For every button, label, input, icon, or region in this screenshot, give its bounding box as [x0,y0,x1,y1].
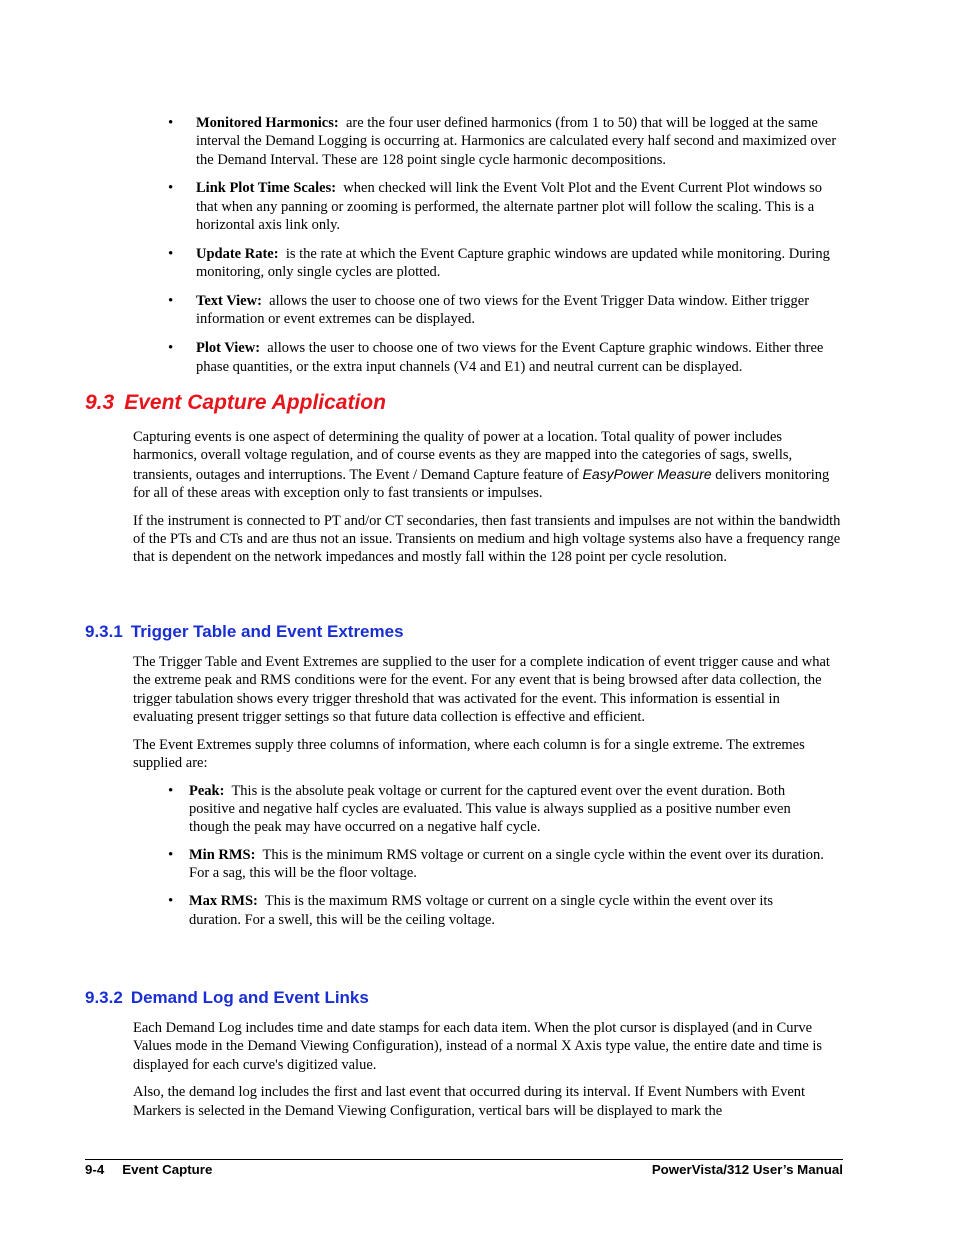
paragraph: If the instrument is connected to PT and/or CT secondaries, then fast transients and impulses are not within the bandwidth of the PTs and CTs and are thus not an issue. Transients on medium and high voltage systems also have a frequency range that is dependent on the network impedances and mostly fall within the 128 point per cycle resolution. [133,512,841,566]
section-title: Event Capture Application [124,391,386,414]
bullet-text: This is the minimum RMS voltage or current on a single cycle within the event over its duration. For a sag, this will be the floor voltage. [189,847,824,882]
paragraph [133,428,843,502]
chapter-name: Event Capture [122,1162,213,1177]
list-item [168,292,840,329]
bullet-text: This is the maximum RMS voltage or current on a single cycle within the event over its duration. For a swell, this will be the ceiling voltage. [189,893,774,928]
list-item [168,114,840,169]
section-heading [85,391,386,415]
subsection-number: 9.3.1 [85,622,123,641]
footer-left [85,1162,212,1177]
bullet-term: Max RMS: [189,893,258,910]
extremes-bullet-list [168,782,828,929]
paragraph: The Event Extremes supply three columns of information, where each column is for a single extreme. The extremes supplied are: [133,736,805,771]
subsection-heading [85,622,404,642]
bullet-term: Link Plot Time Scales: [196,180,337,197]
bullet-text: are the four user defined harmonics (from 1 to 50) that will be logged at the same interval the Demand Logging is occurring at. Harmonics are calculated every half second and maximized over the Demand Interval. These are 128 point single cycle harmonic decompositions. [196,115,837,168]
paragraph-text: delivers monitoring for all of these areas with exception only to fast transients or impulses. [133,466,830,501]
subsection-body [133,653,843,938]
bullet-term: Plot View: [196,340,261,357]
paragraph: The Trigger Table and Event Extremes are supplied to the user for a complete indication of event trigger cause and what the extreme peak and RMS conditions were for the event. For any event that is being browsed after data collection, the trigger tabulation shows every trigger threshold that was activated for the event. This information is essential in evaluating present trigger settings so that future data collection is effective and efficient. [133,654,830,725]
list-item [168,892,828,929]
subsection-title: Demand Log and Event Links [130,988,369,1007]
product-name: EasyPower Measure [582,465,712,482]
paragraph: Each Demand Log includes time and date stamps for each data item. When the plot cursor is displayed (and in Curve Values mode in the Demand Viewing Configuration), instead of a normal X Axis type value, the entire date and time is displayed for each curve's digitized value. [133,1020,823,1073]
page-number: 9-4 [85,1162,105,1177]
bullet-term: Monitored Harmonics: [196,115,339,131]
bullet-text: This is the absolute peak voltage or current for the captured event over the event duration. Both positive and negative half cycles are evaluated. This value is always supplied as a positive number even though the peak may have occurred on a negative half cycle. [189,782,791,836]
list-item [168,245,840,282]
footer-divider [85,1159,843,1160]
list-item [168,339,840,376]
manual-title: PowerVista/312 User’s Manual [651,1162,843,1177]
paragraph-text: Capturing events is one aspect of determining the quality of power at a location. Total quality of power includes harmonics, overall voltage regulation, and of course events as they are mapped into the categories of sags, swells, transients, outages and interruptions. The Event / Demand Capture feature of [133,429,793,483]
bullet-text: allows the user to choose one of two views for the Event Trigger Data window. Either trigger information or event extremes can be displayed. [196,293,810,328]
list-item [168,846,828,883]
section-number: 9.3 [85,391,115,414]
settings-bullet-list [168,114,840,387]
section-body [133,428,843,576]
bullet-term: Update Rate: [196,245,279,262]
list-item [168,782,828,837]
page-footer [85,1162,843,1180]
subsection-number: 9.3.2 [85,988,123,1007]
bullet-text: is the rate at which the Event Capture graphic windows are updated while monitoring. During monitoring, only single cycles are plotted. [196,245,830,281]
bullet-term: Peak: [189,782,225,799]
subsection-body [133,1019,843,1129]
bullet-text: allows the user to choose one of two views for the Event Capture graphic windows. Either three phase quantities, or the extra input channels (V4 and E1) and neutral current can be displayed. [196,340,824,375]
list-item [168,179,840,234]
bullet-term: Text View: [196,293,262,310]
subsection-heading [85,988,369,1008]
paragraph: Also, the demand log includes the first and last event that occurred during its interval. If Event Numbers with Event Markers is selected in the Demand Viewing Configuration, vertical bars will be displayed to mark the [133,1084,806,1119]
bullet-text: when checked will link the Event Volt Plot and the Event Current Plot windows so that when any panning or zooming is performed, the alternate partner plot will follow the scaling. This is a horizontal axis link only. [196,180,823,234]
bullet-term: Min RMS: [189,847,256,864]
subsection-title: Trigger Table and Event Extremes [130,622,404,641]
